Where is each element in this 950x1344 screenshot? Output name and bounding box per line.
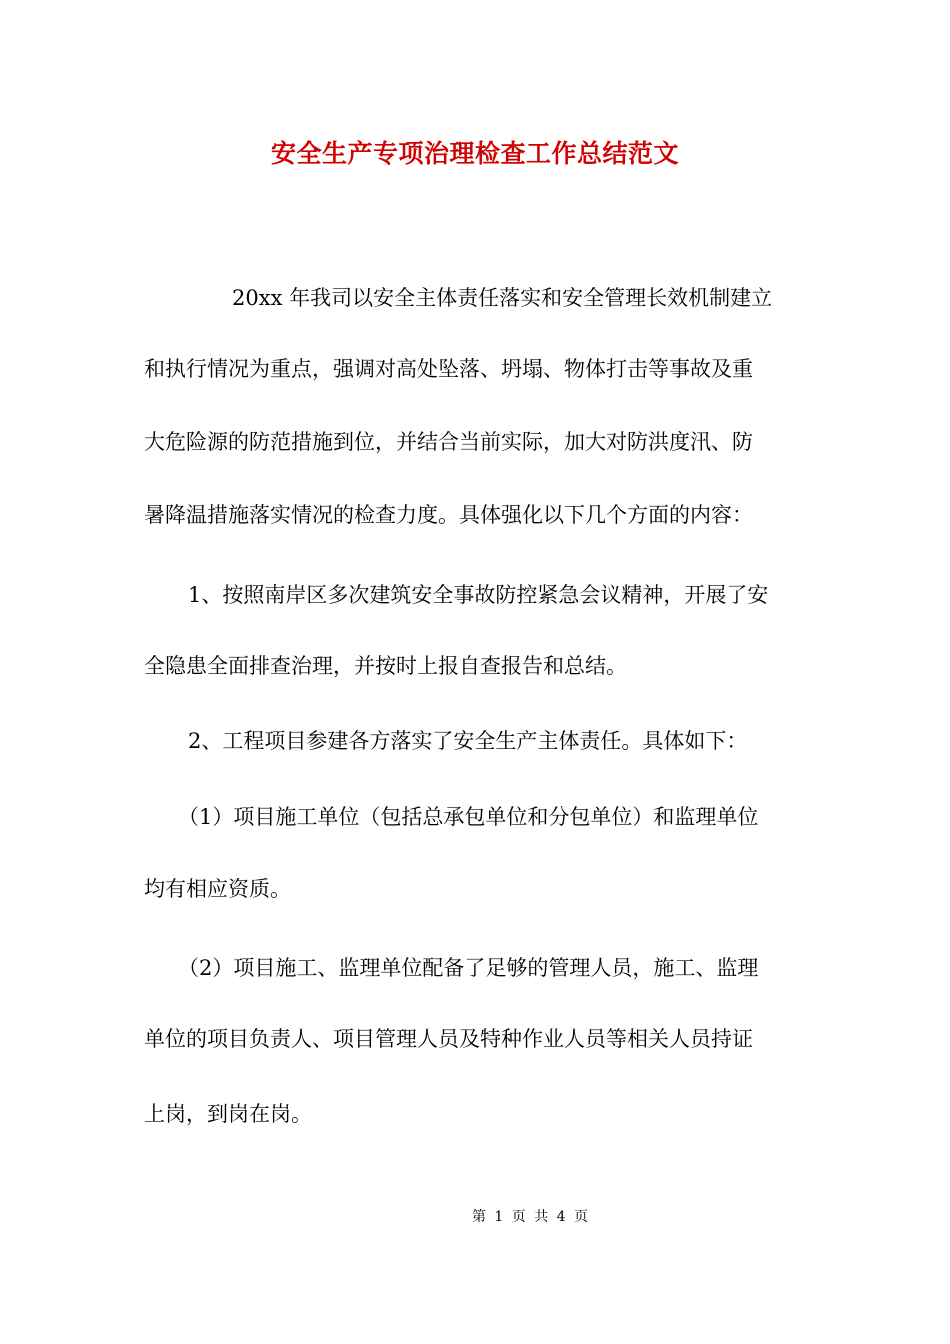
paragraph-line-2: 和执行情况为重点，强调对高处坠落、坍塌、物体打击等事故及重: [144, 357, 753, 381]
paragraph-line-8: （1）项目施工单位（包括总承包单位和分包单位）和监理单位: [178, 805, 759, 829]
paragraph-line-6: 全隐患全面排查治理，并按时上报自查报告和总结。: [144, 654, 627, 678]
paragraph-line-3: 大危险源的防范措施到位，并结合当前实际，加大对防洪度汛、防: [144, 430, 753, 454]
paragraph-line-4: 暑降温措施落实情况的检查力度。具体强化以下几个方面的内容：: [144, 503, 753, 527]
paragraph-line-5: 1、按照南岸区多次建筑安全事故防控紧急会议精神，开展了安: [188, 583, 769, 607]
paragraph-line-7: 2、工程项目参建各方落实了安全生产主体责任。具体如下：: [188, 729, 748, 753]
page-number-footer: 第 1 页 共 4 页: [471, 1209, 589, 1225]
paragraph-line-11: 单位的项目负责人、项目管理人员及特种作业人员等相关人员持证: [144, 1027, 753, 1051]
paragraph-line-1: 20xx 年我司以安全主体责任落实和安全管理长效机制建立: [232, 286, 773, 310]
document-title: 安全生产专项治理检查工作总结范文: [270, 139, 679, 168]
paragraph-line-9: 均有相应资质。: [144, 877, 291, 901]
paragraph-line-12: 上岗，到岗在岗。: [144, 1102, 312, 1126]
paragraph-line-10: （2）项目施工、监理单位配备了足够的管理人员，施工、监理: [178, 956, 759, 980]
